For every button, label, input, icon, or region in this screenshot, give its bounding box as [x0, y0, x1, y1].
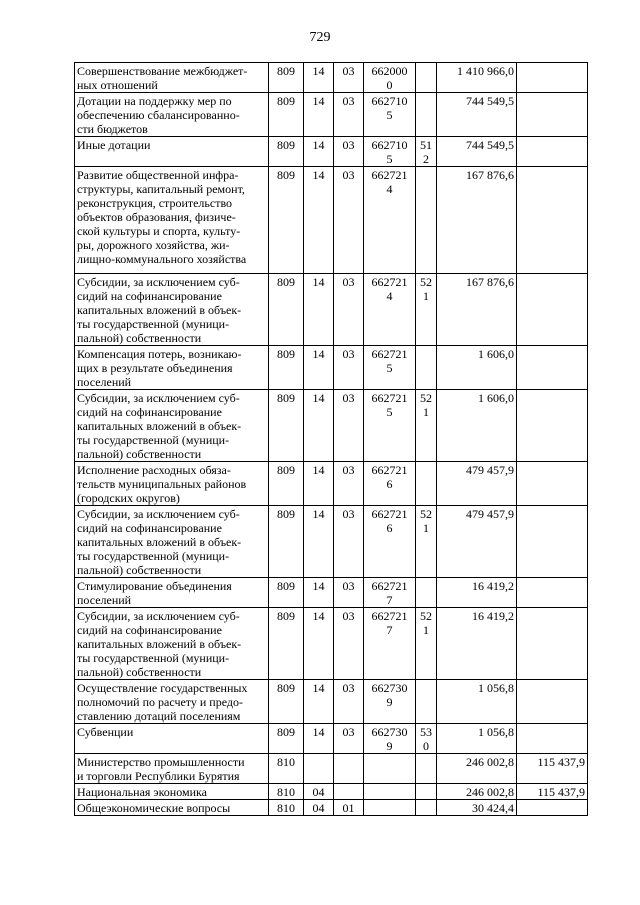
row-amount: 1 606,0 [437, 390, 517, 462]
row-description: Совершенствование межбюджет- ных отношений [75, 63, 269, 93]
table-row [75, 800, 588, 816]
row-target-code [364, 784, 416, 800]
row-section-code: 14 [304, 167, 334, 274]
row-target-code [364, 800, 416, 816]
row-subsection-code: 03 [334, 274, 364, 346]
table-row [75, 754, 588, 784]
row-description: Субсидии, за исключением суб- сидий на софинансирование капитальных вложений в объек- ты государственной (муници- пальной) собственности [75, 608, 269, 680]
row-section-code: 14 [304, 137, 334, 167]
row-admin-code: 809 [269, 390, 304, 462]
row-description: Министерство промышленности и торговли Республики Бурятия [75, 754, 269, 784]
row-target-code: 662721 4 [364, 167, 416, 274]
row-description: Дотации на поддержку мер по обеспечению сбалансированно- сти бюджетов [75, 93, 269, 137]
row-section-code: 14 [304, 724, 334, 754]
row-amount: 1 056,8 [437, 724, 517, 754]
row-amount-secondary [517, 274, 588, 346]
row-target-code: 662730 9 [364, 724, 416, 754]
table-row [75, 680, 588, 724]
row-admin-code: 809 [269, 462, 304, 506]
row-description: Компенсация потерь, возникаю- щих в результате объединения поселений [75, 346, 269, 390]
row-admin-code: 809 [269, 608, 304, 680]
row-expense-type-code: 52 1 [416, 274, 437, 346]
row-amount-secondary [517, 724, 588, 754]
row-amount: 167 876,6 [437, 274, 517, 346]
row-admin-code: 809 [269, 578, 304, 608]
row-expense-type-code [416, 680, 437, 724]
row-description: Субвенции [75, 724, 269, 754]
row-subsection-code [334, 784, 364, 800]
row-admin-code: 810 [269, 784, 304, 800]
row-expense-type-code [416, 93, 437, 137]
row-target-code: 662000 0 [364, 63, 416, 93]
row-amount-secondary [517, 506, 588, 578]
row-section-code: 14 [304, 506, 334, 578]
row-expense-type-code [416, 800, 437, 816]
row-amount-secondary: 115 437,9 [517, 784, 588, 800]
row-expense-type-code [416, 167, 437, 274]
row-target-code: 662721 6 [364, 506, 416, 578]
table-row [75, 137, 588, 167]
row-amount: 246 002,8 [437, 754, 517, 784]
row-amount: 16 419,2 [437, 578, 517, 608]
row-expense-type-code: 51 2 [416, 137, 437, 167]
page-number: 729 [309, 30, 331, 45]
row-target-code: 662730 9 [364, 680, 416, 724]
row-section-code: 14 [304, 63, 334, 93]
table-row [75, 390, 588, 462]
row-section-code: 14 [304, 346, 334, 390]
row-section-code: 14 [304, 462, 334, 506]
row-admin-code: 809 [269, 63, 304, 93]
row-admin-code: 809 [269, 680, 304, 724]
row-section-code: 14 [304, 274, 334, 346]
row-expense-type-code [416, 63, 437, 93]
row-expense-type-code [416, 754, 437, 784]
row-section-code: 04 [304, 784, 334, 800]
row-admin-code: 809 [269, 93, 304, 137]
row-amount: 479 457,9 [437, 506, 517, 578]
row-amount-secondary [517, 462, 588, 506]
row-amount: 1 606,0 [437, 346, 517, 390]
row-subsection-code: 03 [334, 167, 364, 274]
row-target-code: 662721 7 [364, 608, 416, 680]
budget-table [74, 62, 588, 816]
row-subsection-code: 03 [334, 724, 364, 754]
row-amount: 1 410 966,0 [437, 63, 517, 93]
row-description: Стимулирование объединения поселений [75, 578, 269, 608]
table-row [75, 506, 588, 578]
table-row [75, 578, 588, 608]
row-admin-code: 809 [269, 274, 304, 346]
row-description: Общеэкономические вопросы [75, 800, 269, 816]
row-admin-code: 809 [269, 506, 304, 578]
row-amount-secondary [517, 608, 588, 680]
row-section-code: 14 [304, 390, 334, 462]
row-admin-code: 809 [269, 167, 304, 274]
table-row [75, 63, 588, 93]
row-description: Субсидии, за исключением суб- сидий на софинансирование капитальных вложений в объек- ты государственной (муници- пальной) собственности [75, 506, 269, 578]
row-amount-secondary [517, 137, 588, 167]
row-amount: 1 056,8 [437, 680, 517, 724]
row-amount-secondary [517, 63, 588, 93]
row-subsection-code: 03 [334, 137, 364, 167]
row-target-code: 662721 5 [364, 390, 416, 462]
row-subsection-code: 03 [334, 462, 364, 506]
row-description: Национальная экономика [75, 784, 269, 800]
row-description: Субсидии, за исключением суб- сидий на софинансирование капитальных вложений в объек- ты государственной (муници- пальной) собственности [75, 274, 269, 346]
row-amount-secondary [517, 800, 588, 816]
row-subsection-code: 03 [334, 578, 364, 608]
table-row [75, 346, 588, 390]
table-row [75, 274, 588, 346]
row-target-code [364, 754, 416, 784]
table-row [75, 608, 588, 680]
row-amount-secondary: 115 437,9 [517, 754, 588, 784]
row-expense-type-code [416, 346, 437, 390]
row-amount: 479 457,9 [437, 462, 517, 506]
row-amount: 744 549,5 [437, 137, 517, 167]
row-admin-code: 810 [269, 800, 304, 816]
row-admin-code: 809 [269, 724, 304, 754]
row-amount: 16 419,2 [437, 608, 517, 680]
row-subsection-code: 03 [334, 680, 364, 724]
table-row [75, 167, 588, 274]
row-subsection-code: 03 [334, 346, 364, 390]
row-expense-type-code: 52 1 [416, 506, 437, 578]
row-subsection-code [334, 754, 364, 784]
row-target-code: 662721 7 [364, 578, 416, 608]
row-expense-type-code: 53 0 [416, 724, 437, 754]
row-section-code: 14 [304, 680, 334, 724]
row-expense-type-code [416, 578, 437, 608]
row-description: Субсидии, за исключением суб- сидий на софинансирование капитальных вложений в объек- ты государственной (муници- пальной) собственности [75, 390, 269, 462]
row-section-code: 14 [304, 578, 334, 608]
row-amount: 744 549,5 [437, 93, 517, 137]
row-subsection-code: 03 [334, 93, 364, 137]
row-expense-type-code: 52 1 [416, 390, 437, 462]
row-amount-secondary [517, 93, 588, 137]
table-row [75, 784, 588, 800]
row-subsection-code: 03 [334, 63, 364, 93]
row-target-code: 662721 5 [364, 346, 416, 390]
table-row [75, 724, 588, 754]
row-section-code: 04 [304, 800, 334, 816]
row-target-code: 662721 4 [364, 274, 416, 346]
row-admin-code: 809 [269, 137, 304, 167]
row-amount: 167 876,6 [437, 167, 517, 274]
row-section-code [304, 754, 334, 784]
row-admin-code: 810 [269, 754, 304, 784]
row-amount-secondary [517, 167, 588, 274]
row-amount: 246 002,8 [437, 784, 517, 800]
row-target-code: 662721 6 [364, 462, 416, 506]
row-target-code: 662710 5 [364, 93, 416, 137]
row-description: Развитие общественной инфра- структуры, капитальный ремонт, реконструкция, строительство объектов образования, физиче- ской культуры и спорта, культу- ры, дорожного хозяйства, жи- лищно-коммунального хозяйства [75, 167, 269, 274]
row-subsection-code: 03 [334, 390, 364, 462]
row-description: Осуществление государственных полномочий по расчету и предо- ставлению дотаций поселениям [75, 680, 269, 724]
row-section-code: 14 [304, 608, 334, 680]
row-amount-secondary [517, 680, 588, 724]
row-description: Исполнение расходных обяза- тельств муниципальных районов (городских округов) [75, 462, 269, 506]
table-body [75, 63, 588, 816]
row-section-code: 14 [304, 93, 334, 137]
row-subsection-code: 03 [334, 506, 364, 578]
row-description: Иные дотации [75, 137, 269, 167]
row-subsection-code: 03 [334, 608, 364, 680]
table-row [75, 462, 588, 506]
row-subsection-code: 01 [334, 800, 364, 816]
row-amount-secondary [517, 390, 588, 462]
row-admin-code: 809 [269, 346, 304, 390]
table-row [75, 93, 588, 137]
row-amount-secondary [517, 346, 588, 390]
row-expense-type-code [416, 462, 437, 506]
row-target-code: 662710 5 [364, 137, 416, 167]
row-amount: 30 424,4 [437, 800, 517, 816]
row-amount-secondary [517, 578, 588, 608]
row-expense-type-code [416, 784, 437, 800]
row-expense-type-code: 52 1 [416, 608, 437, 680]
